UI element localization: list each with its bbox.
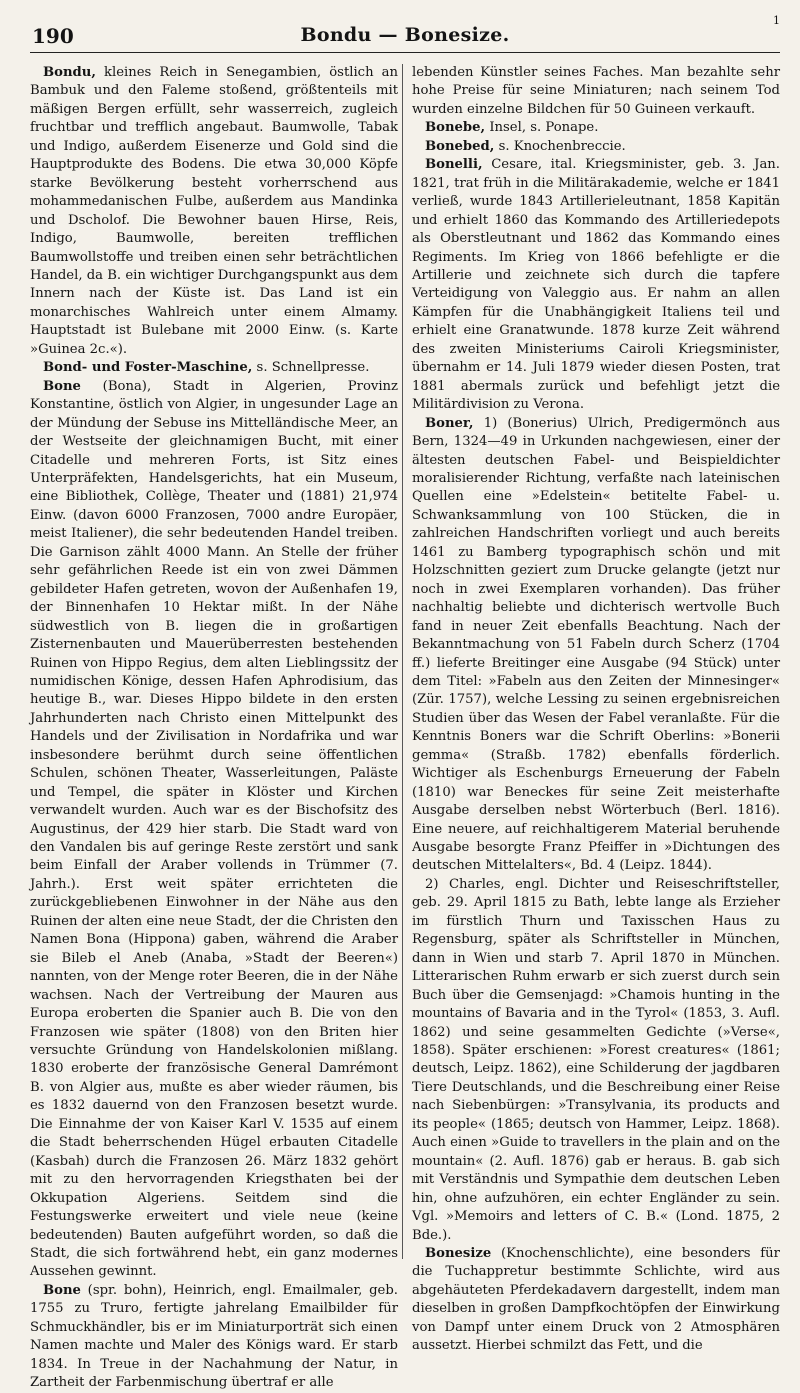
entry-bonebed bbox=[412, 138, 780, 156]
entry-bone-stadt bbox=[30, 378, 398, 1282]
entry-text: (Bona), Stadt in Algerien, Provinz Konstantine, östlich von Algier, in ungesunder Lage an der Mündung der Sebuse ins Mittelländische Meer, an der Westseite der gleichnamigen Bucht, mit einer Citadelle und mehreren Forts, ist Sitz eines Unterpräfekten, Handelsgerichts, hat ein Museum, eine Bibliothek, Collège, Theater und (1881) 21,974 Einw. (davon 6000 Franzosen, 7000 andre Europäer, meist Italiener), die sehr bedeutenden Handel treiben. Die Garnison zählt 4000 Mann. An Stelle der früher sehr gefährlichen Reede ist ein von zwei Dämmen gebildeter Hafen getreten, wovon der Außenhafen 19, der Binnenhafen 10 Hektar mißt. In der Nähe südwestlich von B. liegen die in großartigen Zisternenbauten und Mauerüberresten bestehenden Ruinen von Hippo Regius, dem alten Lieblingssitz der numidischen Könige, dessen Hafen Aphrodisium, das heutige B., war. Dieses Hippo bildete in den ersten Jahrhunderten nach Christo einen Mittelpunkt des Handels und der Zivilisation in Nordafrika und war insbesondere berühmt durch seine öffentlichen Schulen, schönen Theater, Wasserleitungen, Paläste und Tempel, die später in Klöster und Kirchen verwandelt wurden. Auch war es der Bischofsitz des Augustinus, der 429 hier starb. Die Stadt ward von den Vandalen bis auf geringe Reste zerstört und sank beim Einfall der Araber vollends in Trümmer (7. Jahrh.). Erst weit später errichteten die zurückgebliebenen Einwohner in der Nähe aus den Ruinen der alten eine neue Stadt, der die Christen den Namen Bona (Hippona) gaben, während die Araber sie Bileb el Aneb (Anaba, »Stadt der Beeren«) nannten, von der Menge roter Beeren, die in der Nähe wachsen. Nach der Vertreibung der Mauren aus Europa eroberten die Spanier auch B. Die von den Franzosen wie später (1808) von den Briten hier versuchte Gründung von Handelskolonien mißlang. 1830 eroberte der französische General Damrémont B. von Algier aus, mußte es aber wieder räumen, bis es 1832 dauernd von den Franzosen besetzt wurde. Die Einnahme der von Kaiser Karl V. 1535 auf einem die Stadt beherrschenden Hügel erbauten Citadelle (Kasbah) durch die Franzosen 26. März 1832 gehört mit zu den hervorragenden Kriegsthaten bei der Okkupation Algeriens. Seitdem sind die Festungswerke erweitert und viele neue (keine bedeutenden) Bauten aufgeführt worden, so daß die Stadt, die sich fortwährend hebt, ein ganz modernes Aussehen gewinnt. bbox=[30, 378, 398, 1280]
entry-bonebe bbox=[412, 119, 780, 137]
lemma: Bond- und Foster-Maschine, bbox=[43, 360, 253, 376]
entry-text: 1) (Bonerius) Ulrich, Predigermönch aus Bern, 1324—49 in Urkunden nachgewiesen, einer der ältesten deutschen Fabel- und Beispieldichter moralisierender Richtung, verfaßte nach lateinischen Quellen eine »Edelstein« betitelte Fabel- u. Schwanksammlung von 100 Stücken, die in zahlreichen Handschriften vorliegt und auch bereits 1461 zu Bamberg typographisch schön und mit Holzschnitten geziert zum Drucke gelangte (jetzt nur noch in zwei Exemplaren vorhanden). Das früher nachhaltig beliebte und dichterisch wertvolle Buch fand in neuer Zeit ebenfalls Beachtung. Nach der Bekanntmachung von 51 Fabeln durch Scherz (1704 ff.) lieferte Breitinger eine Ausgabe (94 Stück) unter dem Titel: »Fabeln aus den Zeiten der Minnesinger« (Zür. 1757), welche Lessing zu seinen ergebnisreichen Studien über das Wesen der Fabel veranlaßte. Für die Kenntnis Boners war die Schrift Oberlins: »Bonerii gemma« (Straßb. 1782) ebenfalls förderlich. Wichtiger als Eschenburgs Erneuerung der Fabeln (1810) war Beneckes für seine Zeit meisterhafte Ausgabe derselben nebst Wörterbuch (Berl. 1816). Eine neuere, auf reichhaltigerem Material beruhende Ausgabe besorgte Franz Pfeiffer in »Dichtungen des deutschen Mittelalters«, Bd. 4 (Leipz. 1844). bbox=[412, 415, 780, 874]
entry-continuation bbox=[412, 64, 780, 119]
lemma: Bonelli, bbox=[425, 157, 483, 173]
entry-text: kleines Reich in Senegambien, östlich an Bambuk und den Faleme stoßend, größtenteils mit mäßigen Bergen erfüllt, sehr wasserreich, zugleich fruchtbar und trefflich angebaut. Baumwolle, Tabak und Indigo, außerdem Eisenerze und Gold sind die Hauptprodukte des Bodens. Die etwa 30,000 Köpfe starke Bevölkerung besteht vorherrschend aus mohammedanischen Fulbe, außerdem aus Mandinka und Dscholof. Die Bewohner bauen Hirse, Reis, Indigo, Baumwolle, bereiten trefflichen Baumwollstoffe und treiben einen sehr beträchtlichen Handel, da B. ein wichtiger Durchgangspunkt aus dem Innern nach der Küste ist. Das Land ist ein monarchisches Wahlreich unter einem Almamy. Hauptstadt ist Bulebane mit 2000 Einw. (s. Karte »Guinea 2c.«). bbox=[30, 65, 398, 357]
lemma: Bonebe, bbox=[425, 120, 486, 136]
entry-bonelli bbox=[412, 156, 780, 414]
right-column bbox=[412, 64, 780, 1354]
page-header bbox=[30, 14, 780, 53]
lemma: Bone bbox=[43, 1282, 81, 1298]
entry-text: s. Knochenbreccie. bbox=[498, 138, 626, 154]
entry-boner-1 bbox=[412, 415, 780, 876]
lemma: Boner, bbox=[425, 415, 474, 431]
corner-mark: 1 bbox=[773, 14, 780, 27]
entry-bonesize bbox=[412, 1245, 780, 1356]
entry-bondu bbox=[30, 64, 398, 359]
left-column bbox=[30, 64, 398, 1391]
running-head: Bondu — Bonesize. bbox=[300, 24, 510, 46]
entry-boner-2 bbox=[412, 876, 780, 1245]
lemma: Bondu, bbox=[43, 65, 96, 80]
entry-text: Insel, s. Ponape. bbox=[489, 120, 599, 136]
lemma: Bonebed, bbox=[425, 138, 495, 154]
entry-bone-heinrich bbox=[30, 1282, 398, 1393]
lemma: Bonesize bbox=[425, 1246, 492, 1261]
entry-text: s. Schnellpresse. bbox=[256, 360, 370, 376]
column-divider bbox=[402, 64, 403, 1259]
entry-bond-foster-maschine bbox=[30, 359, 398, 377]
lemma: Bone bbox=[43, 378, 81, 394]
entry-text: Cesare, ital. Kriegsminister, geb. 3. Jan. 1821, trat früh in die Militärakademie, welche er 1841 verließ, wurde 1843 Artillerieleutnant, 1858 Kapitän und erhielt 1860 das Kommando des Artilleriedepots als Oberstleutnant und 1862 das Kommando eines Regiments. Im Krieg von 1866 befehligte er die Artillerie und zeichnete sich durch die tapfere Verteidigung von Valeggio aus. Er nahm an allen Kämpfen für die Unabhängigkeit Italiens teil und erhielt eine Granatwunde. 1878 kurze Zeit während des zweiten Ministeriums Cairoli Kriegsminister, übernahm er 14. Juli 1879 wieder diesen Posten, trat 1881 abermals zurück und befehligt jetzt die Militärdivision zu Verona. bbox=[412, 157, 780, 413]
entry-text: 2) Charles, engl. Dichter und Reiseschriftsteller, geb. 29. April 1815 zu Bath, lebte lange als Erzieher im fürstlich Thurn und Taxisschen Haus zu Regensburg, später als Schriftsteller in München, dann in Wien und starb 7. April 1870 in München. Litterarischen Ruhm erwarb er sich zuerst durch sein Buch über die Gemsenjagd: »Chamois hunting in the mountains of Bavaria and in the Tyrol« (1853, 3. Aufl. 1862) und seine gesammelten Gedichte (»Verse«, 1858). Später erschienen: »Forest creatures« (1861; deutsch, Leipz. 1862), eine Schilderung der jagdbaren Tiere Deutschlands, und die Beschreibung einer Reise nach Siebenbürgen: »Transylvania, its products and its people« (1865; deutsch von Hammer, Leipz. 1868). Auch einen »Guide to travellers in the plain and on the mountain« (2. Aufl. 1876) gab er heraus. B. gab sich mit Verständnis und Sympathie dem deutschen Leben hin, ohne aufzuhören, ein echter Engländer zu sein. Vgl. »Memoirs and letters of C. B.« (Lond. 1875, 2 Bde.). bbox=[412, 876, 780, 1243]
page-number: 190 bbox=[32, 24, 74, 48]
entry-text: (spr. bohn), Heinrich, engl. Emailmaler, geb. 1755 zu Truro, fertigte jahrelang Emailbilder für Schmuckhändler, bis er im Miniaturporträt sich einen Namen machte und Maler des Königs ward. Er starb 1834. In Treue in der Nachahmung der Natur, in Zartheit der Farbenmischung übertraf er alle bbox=[30, 1282, 398, 1391]
entry-text: lebenden Künstler seines Faches. Man bezahlte sehr hohe Preise für seine Miniaturen; nach seinem Tod wurden einzelne Bildchen für 50 Guineen verkauft. bbox=[412, 65, 780, 117]
entry-text: (Knochenschlichte), eine besonders für die Tuchappretur bestimmte Schlichte, wird aus abgehäuteten Pferdekadavern dargestellt, indem man dieselben in großen Dampfkochtöpfen der Einwirkung von Dampf unter einem Druck von 2 Atmosphären aussetzt. Hierbei schmilzt das Fett, und die bbox=[412, 1246, 780, 1354]
